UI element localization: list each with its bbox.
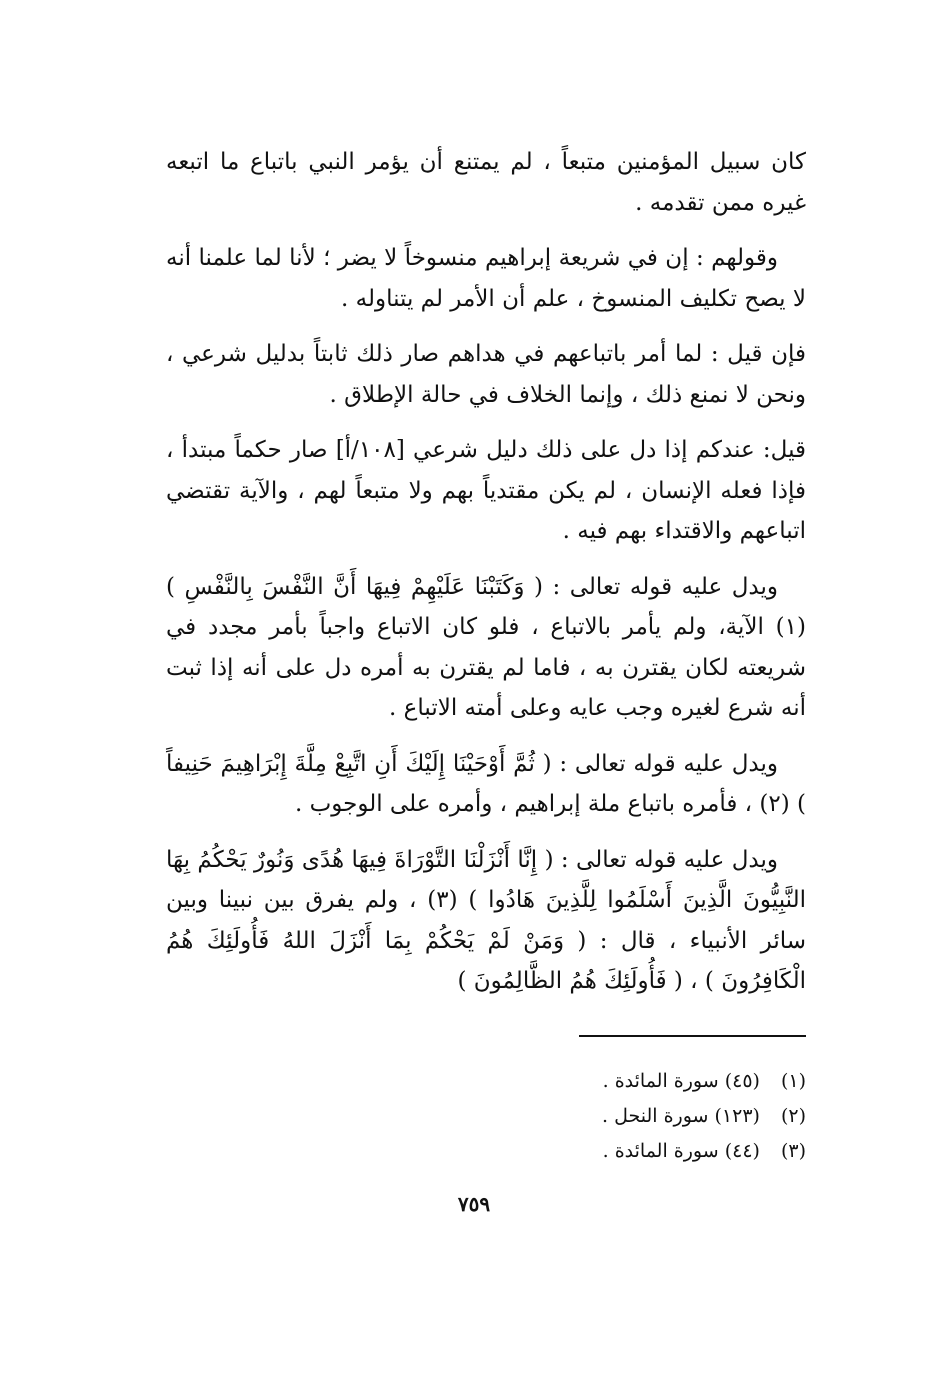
page-number: ٧٥٩ (457, 1192, 491, 1216)
footnote-number: (٣) (780, 1140, 806, 1162)
footnote-divider (579, 1035, 806, 1037)
main-text (166, 142, 806, 1017)
paragraph-4: قيل: عندكم إذا دل على ذلك دليل شرعي [١٠٨/أ] صار حكماً مبتدأ ، فإذا فعله الإنسان ، لم يكن مقتدياً بهم ولا متبعاً لهم ، والآية تقتضي اتباعهم والاقتداء بهم فيه . (166, 437, 807, 544)
footnote-item (400, 1099, 806, 1134)
footnote-item (400, 1134, 806, 1169)
footnote-number: (٢) (780, 1105, 806, 1127)
footnote-text: (١٢٣) سورة النحل . (602, 1105, 760, 1127)
paragraph-2: وقولهم : إن في شريعة إبراهيم منسوخاً لا يضر ؛ لأنا لما علمنا أنه لا يصح تكليف المنسوخ ، علم أن الأمر لم يتناوله . (166, 245, 806, 312)
footnote-number: (١) (780, 1070, 806, 1092)
paragraph-3: فإن قيل : لما أمر باتباعهم في هداهم صار ذلك ثابتاً بدليل شرعي ، ونحن لا نمنع ذلك ، وإنما الخلاف في حالة الإطلاق . (166, 341, 806, 408)
paragraph-6: ويدل عليه قوله تعالى : ( ثُمَّ أَوْحَيْنَا إِلَيْكَ أَنِ اتَّبِعْ مِلَّةَ إِبْرَاهِيمَ حَنِيفاً ) (٢) ، فأمره باتباع ملة إبراهيم ، وأمره على الوجوب . (166, 750, 806, 817)
footnote-item (400, 1064, 806, 1099)
paragraph-1: كان سبيل المؤمنين متبعاً ، لم يمتنع أن يؤمر النبي باتباع ما اتبعه غيره ممن تقدمه . (166, 149, 806, 216)
paragraph-5: ويدل عليه قوله تعالى : ( وَكَتَبْنَا عَلَيْهِمْ فِيهَا أَنَّ النَّفْسَ بِالنَّفْسِ ) (١) الآية، ولم يأمر بالاتباع ، فلو كان الاتباع واجباً بأمر مجدد في شريعته لكان يقترن به ، فاما لم يقترن به أمره دل على أنه إذا ثبت أنه شرع لغيره وجب عايه وعلى أمته الاتباع . (166, 573, 806, 721)
footnote-text: (٤٤) سورة المائدة . (602, 1140, 760, 1162)
paragraph-7: ويدل عليه قوله تعالى : ( إِنَّا أَنْزَلْنَا التَّوْرَاةَ فِيهَا هُدًى وَنُورٌ يَحْكُمُ بِهَا النَّبِيُّونَ الَّذِينَ أَسْلَمُوا لِلَّذِينَ هَادُوا ) (٣) ، ولم يفرق بين نبينا وبين سائر الأنبياء ، قال : ( وَمَنْ لَمْ يَحْكُمْ بِمَا أَنْزَلَ اللهُ فَأُولَئِكَ هُمُ الْكَافِرُونَ ) ، ( فَأُولَئِكَ هُمُ الظَّالِمُونَ ) (166, 846, 807, 994)
footnote-text: (٤٥) سورة المائدة . (602, 1070, 760, 1092)
footnotes (400, 1064, 806, 1169)
